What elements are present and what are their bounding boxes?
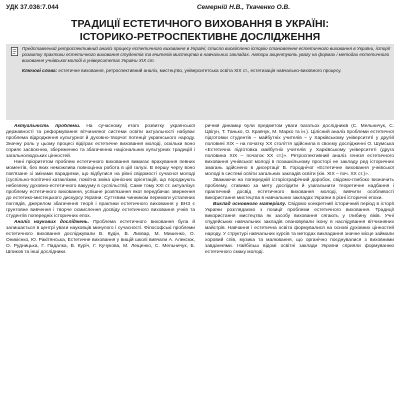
article-title: [6, 18, 394, 44]
paragraph-lead: Аналіз наукових досліджень.: [14, 220, 90, 225]
left-column: [6, 124, 195, 396]
paragraph-text: Зважаючи на попередній історіографічний доробок, свідомо-глибоко визначить проблему, ставимо за мету дослідити й узагальнити теоретичне надбання і практичний досвід естетичного виховання молоді, вивчити особливості використання мистецтва в навчальних закладах України в різні історичні епохи.: [205, 178, 394, 201]
article-authors: Семерній Н.В., Ткаченко О.В.: [196, 4, 290, 11]
abstract-text: Представлений ретроспективний аналіз процесу естетичного виховання в Україні; стисло висвітлено історію становлення естетичного виховання в України, історії розвитку практики естетичного виховання студентів та вчителів мистецтва в навчальних закладах. Автори акцентують увагу на формах і методах естетичного виховання учнівської молоді в університетах України XIX ст.: [22, 46, 390, 63]
paragraph-text: На сучасному етапі розвитку української державності та реформування вітчизняної системи освіти актуальності набуває проблема відродження культурної й духовно-творчої потенції українського народу. Значну роль у цьому процесі відіграє естетичне виховання молоді, оскільки воно сприяє засвоєнню, збереженню та збагаченню національних культурних традицій і загальнолюдських цінностей.: [6, 124, 195, 159]
paragraph: [205, 124, 394, 178]
document-icon: [10, 47, 19, 56]
abstract-box: [6, 44, 394, 120]
keywords-text: естетичне виховання, ретроспективний аналіз, мистецтво, університетська освіта XIX ст., естетизація навчально-виховного процесу.: [58, 68, 342, 73]
paragraph-lead: Актуальність проблеми.: [14, 124, 81, 129]
paragraph: [6, 220, 195, 256]
paragraph-text: Нині пріоритетом проблем естетичного виховання вимагає врахування певних моментів, без яких неможлива повноцінна робота в цій галузі. В першу чергу воно пов'язане зі змінами парадигми, що відбулися на рівні свідомості сучасної молоді (суспільно-політичні катаклізми, помітна зміна ціннісних орієнтацій, що породжують небезпеку духовно-естетичного вакууму в суспільстві). Саме тому XXI ст. актуалізує проблему естетичного виховання, успішне розв'язання якої передбачає звернення до естетико-мистецького дискурсу України. Суттєвим чинником перемоги усталених поглядів, джерелом збагачення теорії і практики естетичного виховання у ВНЗ є грунтовне вивчення і творче осмислення досвіду естетичного виховання учнів та студентів попередніх історичних епох.: [6, 160, 195, 219]
article-title-line-1: ТРАДИЦІЇ ЕСТЕТИЧНОГО ВИХОВАННЯ В УКРАЇНІ:: [71, 18, 329, 30]
paragraph-text: Свідомо конкретний історичний період в історії України розглядаємо з позиції проблеми естетичного виховання. Традиції використання мистецтва як засобу виховання сягають у глибину віків. Учні спудейських навчальних закладів опановували ікону в наслідування вітчизняних майстрів. Навчання і естетична освіта формувалися на основі духовних цінностей народу. У структурі навчальних курсів та методах викладання значне місце займали хоровий спів, музика та малювання, що органічно поєднувалися з виховними завданнями. Найбільш відомі освітні заклади України сприяли формуванню естетичного смаку молоді.: [205, 202, 394, 255]
paragraph-text: ричній динаміці були предметом уваги багатьох дослідників (С. Мельничук, С. Цвігун, Т. Танько, О. Кравчук, М. Марко та ін.). Цілісний аналіз проблеми естетичної підготовки студентів – майбутніх учителів – у Харківському університеті у другій половині XIX – на початку XX століття здійснила в своєму дослідженні О. Шумська «Естетична підготовка майбутніх учителів у Харківському університеті (друга половина XIX – початок XX ст.)». Ретроспективний аналіз генезя естетичного виховання учнівської молоді в позашкільному просторі не закладу ред історичних змагань здійснено в дисертації В. Городнічої «Естетичне виховання учнівської молоді в системі освіти загальних закладів освіти (кін. XIX – поч. XX ст.)».: [205, 124, 394, 177]
paragraph: [205, 178, 394, 202]
udk-code: УДК 37.036:7.044: [6, 4, 59, 11]
paragraph: [205, 202, 394, 256]
page-header: [6, 4, 394, 43]
paragraph: [6, 124, 195, 160]
keywords-label: Ключові слова:: [22, 68, 58, 73]
paragraph-lead: Виклад основного матеріалу.: [213, 202, 287, 207]
right-column: [205, 124, 394, 396]
paragraph-text: Проблема естетичного виховання була й залишається в центрі уваги науковців минулого і сучасності. Філософські проблеми естетичного виховання досліджували В. Кудін, В. Лихвар, М. Мишенко, О. Оникієнко, Ю. Ракітянська, Естетичне виховання у вищій школі вивчали А. Алексюк, О. Рудницька, Г. Падалка, В. Куріч, Г. Кучукова, М. Лещенко, С. Мельничук, Б. Шпиков та інші дослідники.: [6, 220, 195, 255]
article-title-line-2: ІСТОРИКО-РЕТРОСПЕКТИВНЕ ДОСЛІДЖЕННЯ: [79, 31, 321, 43]
paragraph: [6, 160, 195, 220]
keywords: [22, 68, 390, 74]
